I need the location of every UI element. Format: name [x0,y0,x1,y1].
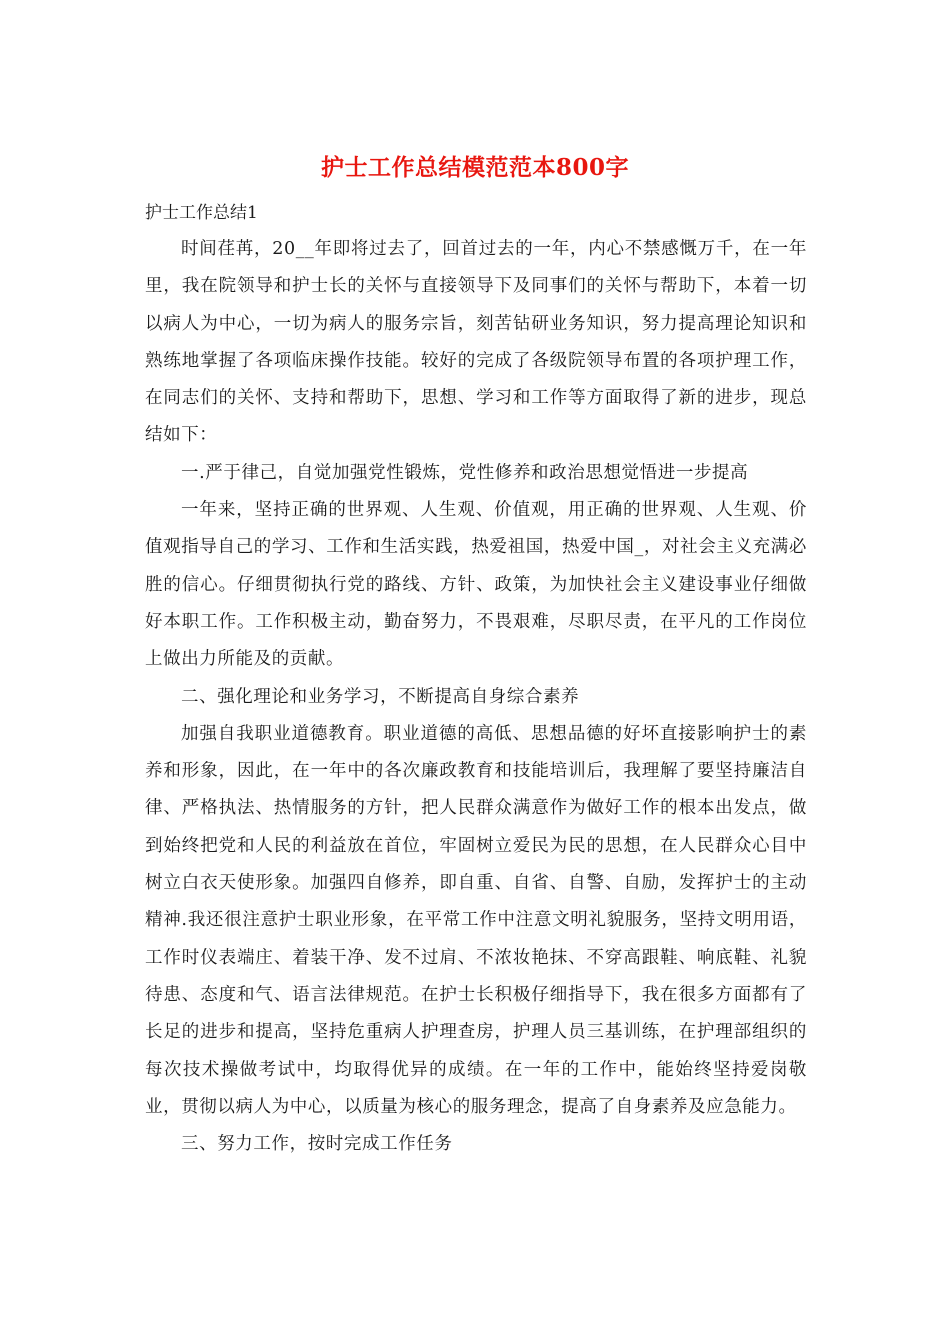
paragraph-section-1: 一年来，坚持正确的世界观、人生观、价值观，用正确的世界观、人生观、价值观指导自己的学习、工作和生活实践，热爱祖国，热爱中国_，对社会主义充满必胜的信心。仔细贯彻执行党的路线、方针、政策，为加快社会主义建设事业仔细做好本职工作。工作积极主动，勤奋努力，不畏艰难，尽职尽责，在平凡的工作岗位上做出力所能及的贡献。 [145,500,807,670]
document-subtitle: 护士工作总结1 [145,203,258,223]
section-heading-2: 二、强化理论和业务学习，不断提高自身综合素养 [181,686,580,707]
section-heading-3: 三、努力工作，按时完成工作任务 [181,1134,453,1155]
paragraph-section-2: 加强自我职业道德教育。职业道德的高低、思想品德的好坏直接影响护士的素养和形象，因此，在一年中的各次廉政教育和技能培训后，我理解了要坚持廉洁自律、严格执法、热情服务的方针，把人民群众满意作为做好工作的根本出发点，做到始终把党和人民的利益放在首位，牢固树立爱民为民的思想，在人民群众心目中树立白衣天使形象。加强四自修养，即自重、自省、自警、自励，发挥护士的主动精神.我还很注意护士职业形象，在平常工作中注意文明礼貌服务，坚持文明用语，工作时仪表端庄、着装干净、发不过肩、不浓妆艳抹、不穿高跟鞋、响底鞋、礼貌待患、态度和气、语言法律规范。在护士长积极仔细指导下，我在很多方面都有了长足的进步和提高，坚持危重病人护理查房，护理人员三基训练，在护理部组织的每次技术操做考试中，均取得优异的成绩。在一年的工作中，能始终坚持爱岗敬业，贯彻以病人为中心，以质量为核心的服务理念，提高了自身素养及应急能力。 [145,723,807,1117]
document-body [145,231,807,1163]
section-heading-1: 一.严于律己，自觉加强党性锻炼，党性修养和政治思想觉悟进一步提高 [181,462,749,483]
document-title: 护士工作总结模范范本800字 [320,154,629,181]
paragraph-intro: 时间荏苒，20__年即将过去了，回首过去的一年，内心不禁感慨万千，在一年里，我在院领导和护士长的关怀与直接领导下及同事们的关怀与帮助下，本着一切以病人为中心，一切为病人的服务宗旨，刻苦钻研业务知识，努力提高理论知识和熟练地掌握了各项临床操作技能。较好的完成了各级院领导布置的各项护理工作，在同志们的关怀、支持和帮助下，思想、学习和工作等方面取得了新的进步，现总结如下： [145,239,807,446]
